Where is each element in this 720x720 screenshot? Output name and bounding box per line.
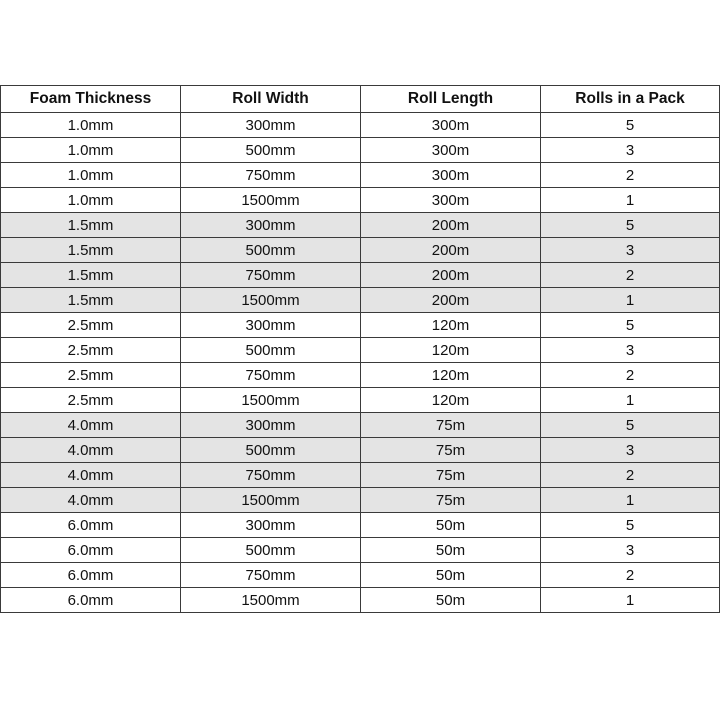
cell-roll-length: 300m [361, 113, 541, 138]
cell-foam-thickness: 1.0mm [1, 188, 181, 213]
cell-rolls-in-a-pack: 3 [541, 438, 720, 463]
cell-roll-width: 750mm [181, 263, 361, 288]
cell-rolls-in-a-pack: 3 [541, 138, 720, 163]
cell-roll-width: 300mm [181, 413, 361, 438]
table-row [1, 413, 720, 438]
header-foam-thickness: Foam Thickness [1, 86, 181, 113]
cell-roll-width: 1500mm [181, 488, 361, 513]
cell-rolls-in-a-pack: 1 [541, 488, 720, 513]
cell-rolls-in-a-pack: 1 [541, 288, 720, 313]
cell-rolls-in-a-pack: 1 [541, 588, 720, 613]
cell-roll-width: 750mm [181, 363, 361, 388]
table-row [1, 238, 720, 263]
table-row [1, 338, 720, 363]
cell-roll-length: 50m [361, 563, 541, 588]
cell-foam-thickness: 2.5mm [1, 338, 181, 363]
cell-roll-length: 120m [361, 338, 541, 363]
cell-rolls-in-a-pack: 2 [541, 463, 720, 488]
cell-rolls-in-a-pack: 5 [541, 313, 720, 338]
table-row [1, 538, 720, 563]
table-row [1, 588, 720, 613]
cell-roll-length: 200m [361, 213, 541, 238]
cell-foam-thickness: 4.0mm [1, 463, 181, 488]
table-row [1, 163, 720, 188]
cell-roll-length: 300m [361, 188, 541, 213]
cell-roll-width: 750mm [181, 563, 361, 588]
cell-roll-width: 300mm [181, 213, 361, 238]
cell-roll-width: 500mm [181, 438, 361, 463]
cell-roll-width: 500mm [181, 538, 361, 563]
cell-rolls-in-a-pack: 5 [541, 113, 720, 138]
cell-roll-length: 120m [361, 313, 541, 338]
cell-rolls-in-a-pack: 2 [541, 363, 720, 388]
cell-roll-length: 75m [361, 488, 541, 513]
cell-foam-thickness: 2.5mm [1, 388, 181, 413]
cell-roll-length: 200m [361, 288, 541, 313]
cell-roll-length: 120m [361, 388, 541, 413]
cell-foam-thickness: 4.0mm [1, 488, 181, 513]
cell-roll-length: 300m [361, 163, 541, 188]
cell-rolls-in-a-pack: 2 [541, 263, 720, 288]
cell-rolls-in-a-pack: 2 [541, 163, 720, 188]
table-row [1, 438, 720, 463]
table-row [1, 563, 720, 588]
table-row [1, 388, 720, 413]
cell-roll-width: 300mm [181, 113, 361, 138]
cell-foam-thickness: 1.5mm [1, 263, 181, 288]
cell-roll-width: 300mm [181, 513, 361, 538]
cell-foam-thickness: 1.0mm [1, 113, 181, 138]
table-row [1, 113, 720, 138]
table-row [1, 188, 720, 213]
cell-roll-length: 75m [361, 413, 541, 438]
cell-rolls-in-a-pack: 2 [541, 563, 720, 588]
table-row [1, 463, 720, 488]
cell-roll-width: 1500mm [181, 388, 361, 413]
cell-roll-length: 50m [361, 588, 541, 613]
cell-roll-length: 50m [361, 538, 541, 563]
cell-rolls-in-a-pack: 1 [541, 188, 720, 213]
cell-rolls-in-a-pack: 1 [541, 388, 720, 413]
cell-foam-thickness: 4.0mm [1, 438, 181, 463]
cell-foam-thickness: 1.5mm [1, 238, 181, 263]
cell-roll-length: 120m [361, 363, 541, 388]
table-row [1, 213, 720, 238]
cell-roll-width: 1500mm [181, 288, 361, 313]
header-roll-length: Roll Length [361, 86, 541, 113]
cell-rolls-in-a-pack: 3 [541, 538, 720, 563]
cell-rolls-in-a-pack: 5 [541, 413, 720, 438]
cell-roll-length: 200m [361, 263, 541, 288]
cell-roll-width: 1500mm [181, 588, 361, 613]
table-header [1, 86, 720, 113]
cell-roll-length: 50m [361, 513, 541, 538]
cell-roll-length: 200m [361, 238, 541, 263]
cell-foam-thickness: 2.5mm [1, 313, 181, 338]
cell-foam-thickness: 1.5mm [1, 288, 181, 313]
cell-rolls-in-a-pack: 3 [541, 338, 720, 363]
cell-roll-width: 1500mm [181, 188, 361, 213]
table-row [1, 363, 720, 388]
header-row [1, 86, 720, 113]
table-row [1, 513, 720, 538]
spec-table-container [0, 85, 719, 613]
cell-roll-width: 500mm [181, 338, 361, 363]
cell-roll-width: 300mm [181, 313, 361, 338]
table-row [1, 313, 720, 338]
cell-rolls-in-a-pack: 3 [541, 238, 720, 263]
header-roll-width: Roll Width [181, 86, 361, 113]
cell-rolls-in-a-pack: 5 [541, 213, 720, 238]
cell-foam-thickness: 6.0mm [1, 588, 181, 613]
cell-foam-thickness: 1.0mm [1, 138, 181, 163]
table-body [1, 113, 720, 613]
cell-roll-width: 500mm [181, 138, 361, 163]
cell-foam-thickness: 6.0mm [1, 513, 181, 538]
header-rolls-in-a-pack: Rolls in a Pack [541, 86, 720, 113]
table-row [1, 138, 720, 163]
table-row [1, 488, 720, 513]
cell-roll-length: 300m [361, 138, 541, 163]
cell-roll-length: 75m [361, 438, 541, 463]
cell-roll-width: 750mm [181, 163, 361, 188]
cell-foam-thickness: 1.5mm [1, 213, 181, 238]
cell-foam-thickness: 1.0mm [1, 163, 181, 188]
cell-roll-width: 750mm [181, 463, 361, 488]
foam-roll-spec-table [0, 85, 720, 613]
cell-rolls-in-a-pack: 5 [541, 513, 720, 538]
cell-foam-thickness: 2.5mm [1, 363, 181, 388]
cell-foam-thickness: 6.0mm [1, 538, 181, 563]
cell-roll-length: 75m [361, 463, 541, 488]
cell-foam-thickness: 4.0mm [1, 413, 181, 438]
table-row [1, 288, 720, 313]
cell-roll-width: 500mm [181, 238, 361, 263]
cell-foam-thickness: 6.0mm [1, 563, 181, 588]
table-row [1, 263, 720, 288]
